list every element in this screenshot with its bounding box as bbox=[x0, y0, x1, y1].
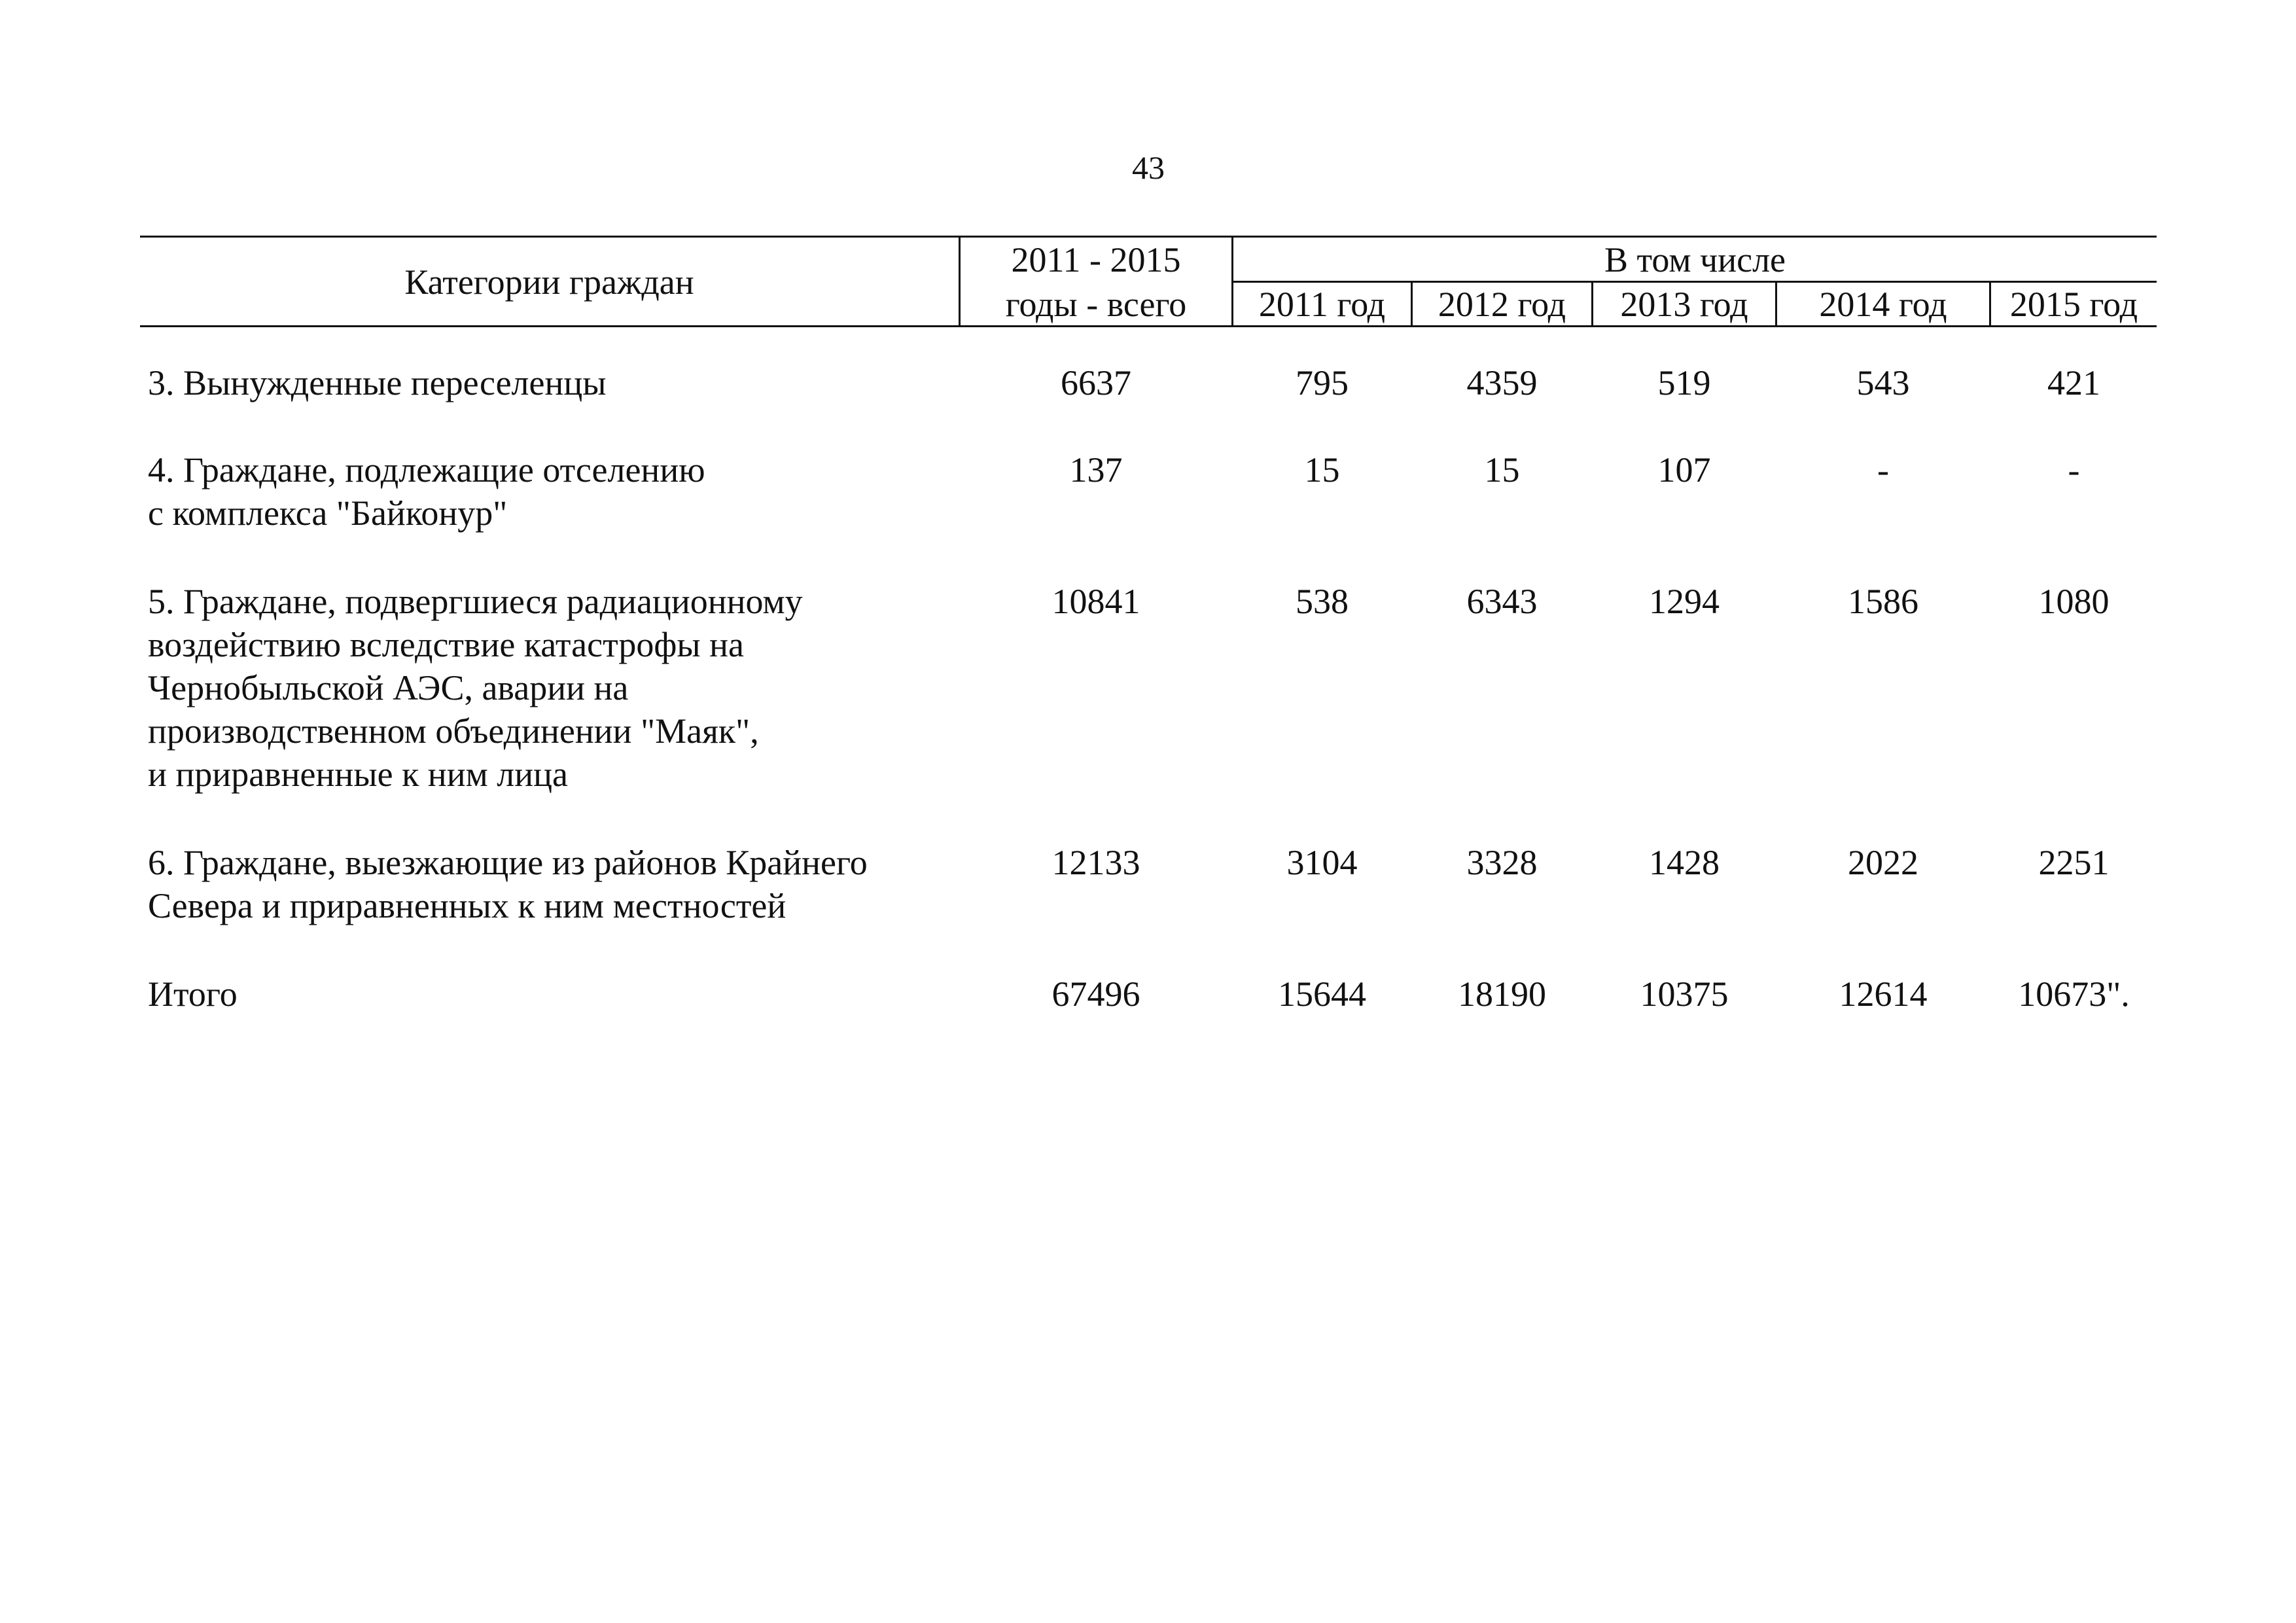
row-value-2015: 1080 bbox=[2038, 582, 2110, 621]
row-value-2012: 15 bbox=[1484, 450, 1520, 490]
row-value-2014: 2022 bbox=[1848, 843, 1918, 882]
row-value-2011: 538 bbox=[1296, 582, 1349, 621]
row-value-2012: 4359 bbox=[1466, 363, 1538, 402]
row-value-total: 6637 bbox=[1061, 363, 1131, 402]
row-label: 4. Граждане, подлежащие отселению с комплекса "Байконур" bbox=[148, 450, 705, 533]
row-value-2013: 1428 bbox=[1649, 843, 1720, 882]
row-value-2011: 3104 bbox=[1286, 843, 1358, 882]
total-value-2012: 18190 bbox=[1458, 974, 1546, 1014]
table-top-rule bbox=[140, 236, 2157, 238]
row-value-2015: 421 bbox=[2047, 363, 2100, 402]
total-row-label: Итого bbox=[148, 974, 238, 1014]
row-value-total: 12133 bbox=[1051, 843, 1140, 882]
header-year-2014: 2014 год bbox=[1819, 285, 1947, 324]
row-label: 3. Вынужденные переселенцы bbox=[148, 363, 607, 402]
header-category: Категории граждан bbox=[404, 262, 694, 302]
header-year-2013: 2013 год bbox=[1620, 285, 1748, 324]
row-value-total: 10841 bbox=[1051, 582, 1140, 621]
header-year-2012: 2012 год bbox=[1438, 285, 1566, 324]
row-value-2012: 6343 bbox=[1466, 582, 1538, 621]
row-label: 6. Граждане, выезжающие из районов Крайнего Севера и приравненных к ним местностей bbox=[148, 843, 868, 925]
row-value-2014: 543 bbox=[1856, 363, 1910, 402]
total-value-2013: 10375 bbox=[1640, 974, 1729, 1014]
header-including: В том числе bbox=[1604, 240, 1786, 279]
header-total-line2: годы - всего bbox=[1005, 285, 1187, 324]
row-value-2014: - bbox=[1877, 450, 1889, 490]
row-value-2013: 1294 bbox=[1649, 582, 1720, 621]
row-value-2015: - bbox=[2068, 450, 2080, 490]
total-value-2015: 10673". bbox=[2018, 974, 2130, 1014]
row-value-2013: 519 bbox=[1657, 363, 1711, 402]
header-total-line1: 2011 - 2015 bbox=[1011, 240, 1181, 279]
row-value-total: 137 bbox=[1069, 450, 1123, 490]
row-label: 5. Граждане, подвергшиеся радиационному воздействию вследствие катастрофы на Чернобыльской АЭС, аварии на производственном объединении "Маяк", и приравненные к ним лица bbox=[148, 582, 803, 794]
row-value-2015: 2251 bbox=[2038, 843, 2110, 882]
total-value-2014: 12614 bbox=[1839, 974, 1928, 1014]
header-year-2015: 2015 год bbox=[2009, 285, 2138, 324]
header-year-2011: 2011 год bbox=[1258, 285, 1386, 324]
page-number: 43 bbox=[1132, 149, 1165, 186]
row-value-2014: 1586 bbox=[1848, 582, 1918, 621]
row-value-2011: 15 bbox=[1304, 450, 1340, 490]
row-value-2012: 3328 bbox=[1466, 843, 1538, 882]
row-value-2011: 795 bbox=[1296, 363, 1349, 402]
total-value-total: 67496 bbox=[1051, 974, 1140, 1014]
row-value-2013: 107 bbox=[1657, 450, 1711, 490]
total-value-2011: 15644 bbox=[1278, 974, 1366, 1014]
